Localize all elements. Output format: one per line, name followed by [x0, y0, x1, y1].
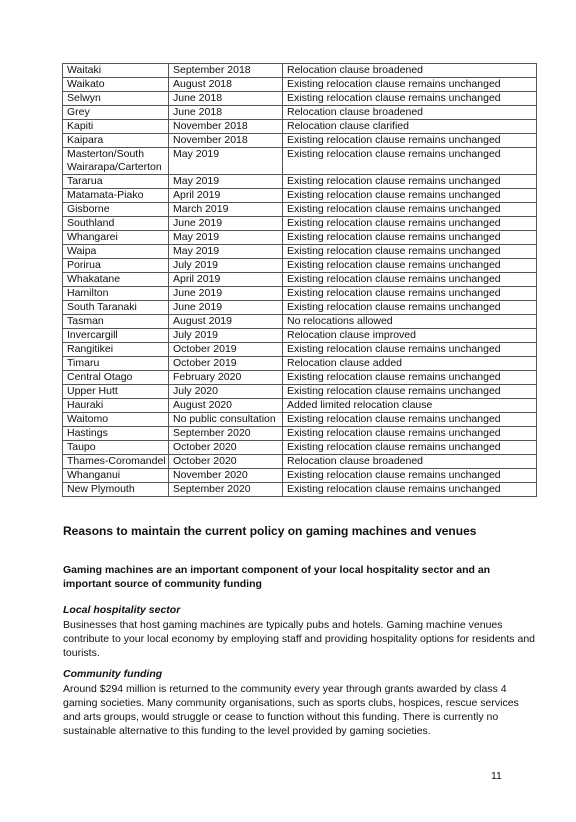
council-cell: Timaru [63, 357, 169, 371]
council-cell: Waitaki [63, 64, 169, 78]
funding-heading: Community funding [63, 668, 163, 680]
outcome-cell: Relocation clause broadened [283, 64, 537, 78]
date-cell: July 2019 [169, 329, 283, 343]
council-cell: Selwyn [63, 92, 169, 106]
date-cell: September 2020 [169, 427, 283, 441]
date-cell: September 2020 [169, 483, 283, 497]
table-row [63, 120, 537, 134]
outcome-cell: Existing relocation clause remains unchanged [283, 343, 537, 357]
date-cell: June 2019 [169, 301, 283, 315]
outcome-cell: Existing relocation clause remains unchanged [283, 92, 537, 106]
outcome-cell: Existing relocation clause remains unchanged [283, 259, 537, 273]
outcome-cell: Relocation clause broadened [283, 455, 537, 469]
outcome-cell: Existing relocation clause remains unchanged [283, 469, 537, 483]
table-row [63, 273, 537, 287]
council-cell: Masterton/South Wairarapa/Carterton [63, 148, 169, 175]
table-row [63, 231, 537, 245]
table-row [63, 357, 537, 371]
table-row [63, 455, 537, 469]
outcome-cell: Existing relocation clause remains unchanged [283, 273, 537, 287]
table-row [63, 175, 537, 189]
council-cell: Kapiti [63, 120, 169, 134]
council-cell: Tararua [63, 175, 169, 189]
council-cell: Porirua [63, 259, 169, 273]
date-cell: July 2019 [169, 259, 283, 273]
council-cell: Waipa [63, 245, 169, 259]
outcome-cell: Existing relocation clause remains unchanged [283, 413, 537, 427]
council-cell: Hastings [63, 427, 169, 441]
date-cell: May 2019 [169, 245, 283, 259]
outcome-cell: Existing relocation clause remains unchanged [283, 483, 537, 497]
date-cell: June 2019 [169, 217, 283, 231]
outcome-cell: Existing relocation clause remains unchanged [283, 148, 537, 175]
date-cell: November 2018 [169, 120, 283, 134]
table-row [63, 301, 537, 315]
council-cell: Whakatane [63, 273, 169, 287]
table-row [63, 329, 537, 343]
table-row [63, 371, 537, 385]
outcome-cell: Existing relocation clause remains unchanged [283, 231, 537, 245]
section-heading: Reasons to maintain the current policy on gaming machines and venues [63, 524, 477, 538]
council-cell: Hamilton [63, 287, 169, 301]
council-cell: Whanganui [63, 469, 169, 483]
council-cell: Taupo [63, 441, 169, 455]
outcome-cell: Existing relocation clause remains unchanged [283, 78, 537, 92]
council-cell: Upper Hutt [63, 385, 169, 399]
date-cell: June 2019 [169, 287, 283, 301]
outcome-cell: Existing relocation clause remains unchanged [283, 217, 537, 231]
date-cell: August 2018 [169, 78, 283, 92]
table-row [63, 343, 537, 357]
date-cell: April 2019 [169, 273, 283, 287]
date-cell: October 2019 [169, 343, 283, 357]
outcome-cell: Existing relocation clause remains unchanged [283, 301, 537, 315]
table-row [63, 217, 537, 231]
date-cell: September 2018 [169, 64, 283, 78]
council-relocation-table [62, 63, 537, 497]
outcome-cell: Existing relocation clause remains unchanged [283, 175, 537, 189]
outcome-cell: Relocation clause added [283, 357, 537, 371]
page-number: 11 [491, 770, 502, 782]
outcome-cell: Added limited relocation clause [283, 399, 537, 413]
date-cell: No public consultation [169, 413, 283, 427]
council-cell: Kaipara [63, 134, 169, 148]
table-row [63, 469, 537, 483]
outcome-cell: Existing relocation clause remains unchanged [283, 287, 537, 301]
table-row [63, 287, 537, 301]
table-row [63, 148, 537, 175]
council-cell: New Plymouth [63, 483, 169, 497]
date-cell: May 2019 [169, 148, 283, 175]
date-cell: October 2019 [169, 357, 283, 371]
council-cell: Waikato [63, 78, 169, 92]
sub-heading: Gaming machines are an important component of your local hospitality sector and an important source of community funding [63, 564, 491, 590]
council-cell: Matamata-Piako [63, 189, 169, 203]
hospitality-paragraph: Businesses that host gaming machines are typically pubs and hotels. Gaming machine venues contribute to your local economy by employing staff and providing hospitality options for residents and tourists. [63, 619, 535, 659]
table-row [63, 399, 537, 413]
date-cell: August 2019 [169, 315, 283, 329]
date-cell: November 2020 [169, 469, 283, 483]
table-row [63, 483, 537, 497]
outcome-cell: Existing relocation clause remains unchanged [283, 203, 537, 217]
outcome-cell: Existing relocation clause remains unchanged [283, 441, 537, 455]
table-row [63, 64, 537, 78]
council-cell: Central Otago [63, 371, 169, 385]
date-cell: June 2018 [169, 106, 283, 120]
council-cell: Hauraki [63, 399, 169, 413]
table-row [63, 385, 537, 399]
council-cell: Whangarei [63, 231, 169, 245]
date-cell: August 2020 [169, 399, 283, 413]
date-cell: November 2018 [169, 134, 283, 148]
table-body [63, 64, 537, 497]
council-cell: Tasman [63, 315, 169, 329]
outcome-cell: Relocation clause improved [283, 329, 537, 343]
date-cell: May 2019 [169, 231, 283, 245]
outcome-cell: Existing relocation clause remains unchanged [283, 245, 537, 259]
outcome-cell: Existing relocation clause remains unchanged [283, 385, 537, 399]
table-row [63, 134, 537, 148]
outcome-cell: Existing relocation clause remains unchanged [283, 371, 537, 385]
table-row [63, 189, 537, 203]
table-row [63, 106, 537, 120]
table-row [63, 245, 537, 259]
funding-paragraph: Around $294 million is returned to the community every year through grants awarded by class 4 gaming societies. Many community organisations, such as sports clubs, hospices, rescue services and arts groups, would struggle or cease to function without this funding. There is currently no sustainable alternative to this funding to the level provided by gaming societies. [63, 683, 519, 737]
date-cell: October 2020 [169, 455, 283, 469]
outcome-cell: Relocation clause clarified [283, 120, 537, 134]
council-cell: South Taranaki [63, 301, 169, 315]
date-cell: March 2019 [169, 203, 283, 217]
outcome-cell: Existing relocation clause remains unchanged [283, 427, 537, 441]
date-cell: May 2019 [169, 175, 283, 189]
council-cell: Southland [63, 217, 169, 231]
council-cell: Gisborne [63, 203, 169, 217]
date-cell: June 2018 [169, 92, 283, 106]
council-cell: Rangitikei [63, 343, 169, 357]
council-cell: Grey [63, 106, 169, 120]
table-row [63, 441, 537, 455]
table-row [63, 78, 537, 92]
table-row [63, 259, 537, 273]
council-cell: Waitomo [63, 413, 169, 427]
table-row [63, 203, 537, 217]
table-row [63, 413, 537, 427]
date-cell: February 2020 [169, 371, 283, 385]
date-cell: July 2020 [169, 385, 283, 399]
outcome-cell: No relocations allowed [283, 315, 537, 329]
table-row [63, 315, 537, 329]
hospitality-heading: Local hospitality sector [63, 604, 181, 616]
outcome-cell: Existing relocation clause remains unchanged [283, 134, 537, 148]
date-cell: October 2020 [169, 441, 283, 455]
outcome-cell: Relocation clause broadened [283, 106, 537, 120]
table-row [63, 427, 537, 441]
date-cell: April 2019 [169, 189, 283, 203]
outcome-cell: Existing relocation clause remains unchanged [283, 189, 537, 203]
table-row [63, 92, 537, 106]
council-cell: Thames-Coromandel [63, 455, 169, 469]
council-cell: Invercargill [63, 329, 169, 343]
